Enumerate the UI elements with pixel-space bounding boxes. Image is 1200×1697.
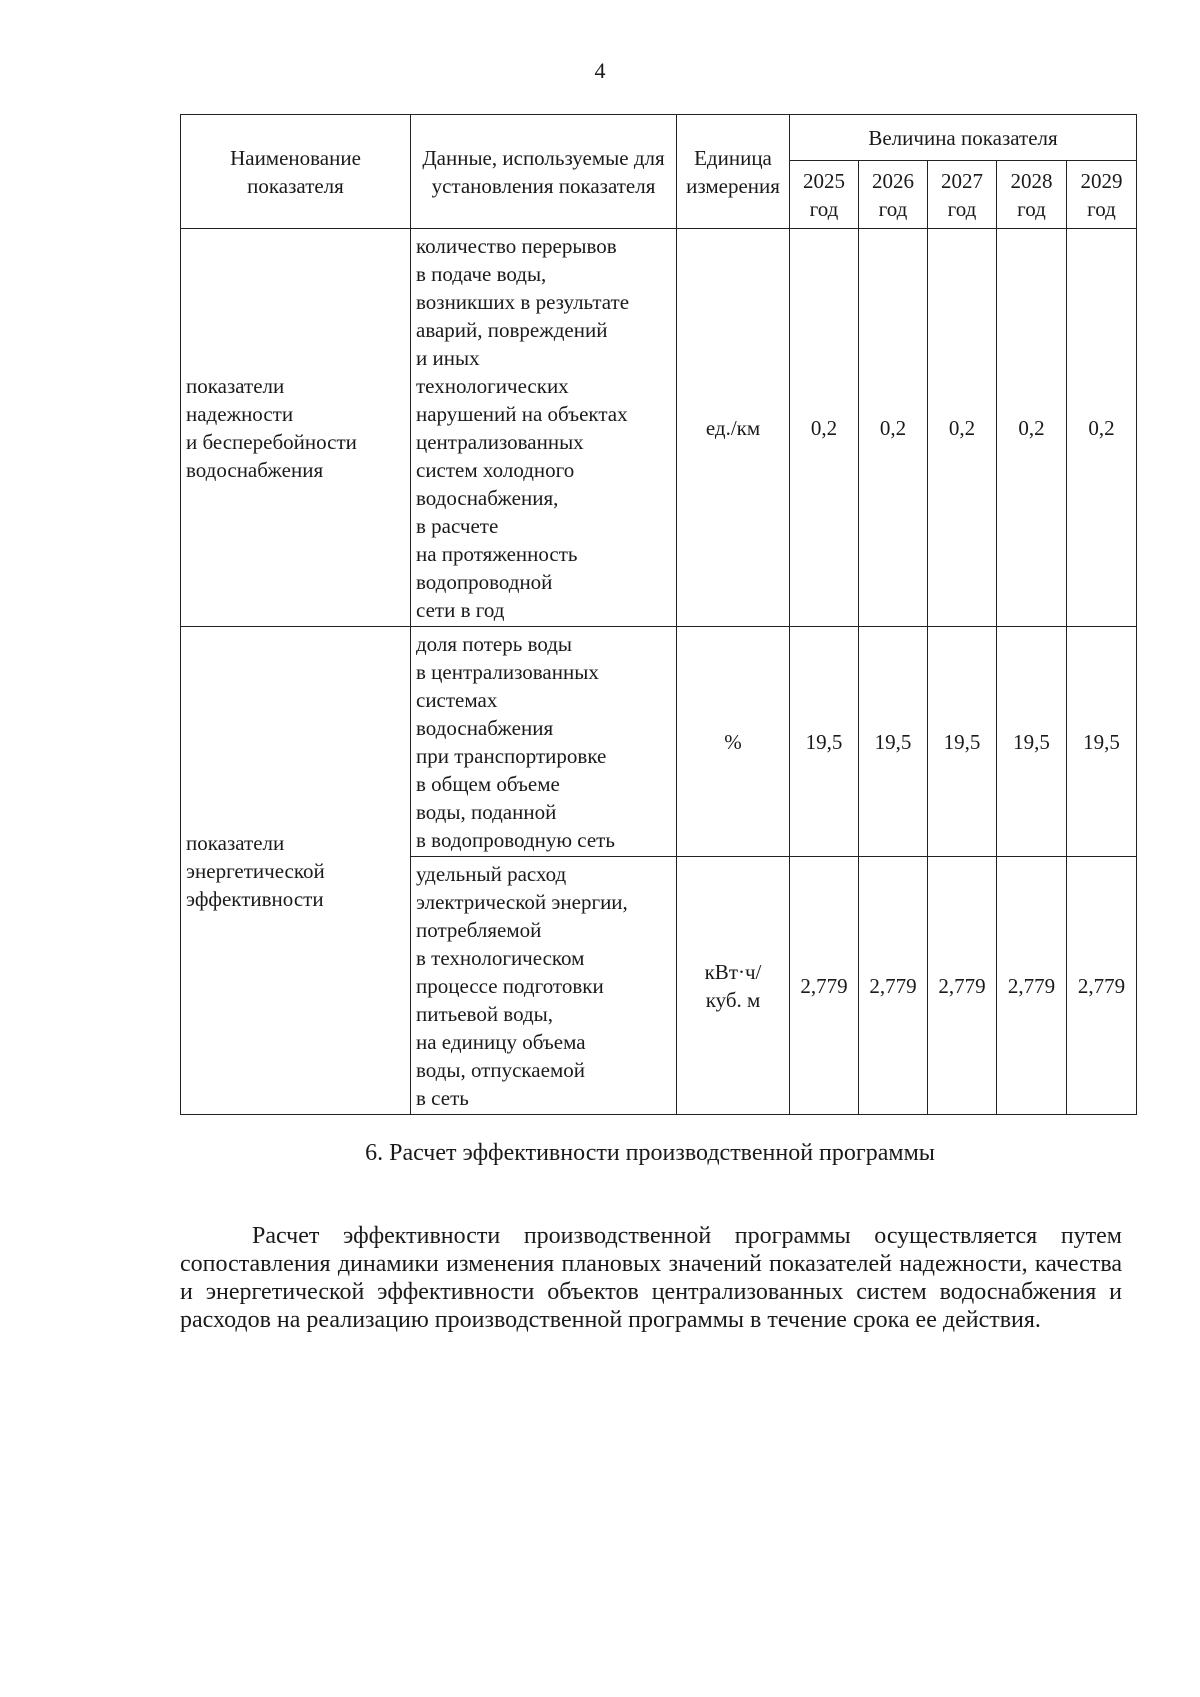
indicator-value: 19,5 bbox=[997, 627, 1067, 857]
section-paragraph: Расчет эффективности производственной программы осуществляется путем сопоставления динамики изменения плановых значений показателей надежности, качества и энергетической эффективности объектов централизованных систем водоснабжения и расходов на реализацию производственной программы в течение срока ее действия. bbox=[180, 1223, 1122, 1333]
header-year: 2027 год bbox=[928, 161, 997, 229]
indicator-unit: ед./км bbox=[677, 229, 790, 627]
header-data-used: Данные, используемые для установления показателя bbox=[411, 115, 677, 229]
indicator-value: 19,5 bbox=[790, 627, 859, 857]
indicators-table bbox=[180, 114, 1137, 1115]
indicator-value: 0,2 bbox=[790, 229, 859, 627]
indicator-value: 19,5 bbox=[1067, 627, 1137, 857]
indicator-value: 0,2 bbox=[859, 229, 928, 627]
header-year: 2029 год bbox=[1067, 161, 1137, 229]
indicator-description: доля потерь воды в централизованных системах водоснабжения при транспортировке в общем объеме воды, поданной в водопроводную сеть bbox=[411, 627, 677, 857]
table-row bbox=[181, 627, 1137, 857]
page-number: 4 bbox=[594, 58, 606, 83]
indicator-value: 2,779 bbox=[859, 857, 928, 1115]
header-year: 2028 год bbox=[997, 161, 1067, 229]
indicator-description: количество перерывов в подаче воды, возникших в результате аварий, повреждений и иных технологических нарушений на объектах централизованных систем холодного водоснабжения, в расчете на протяженность водопроводной сети в год bbox=[411, 229, 677, 627]
indicator-group: показатели энергетической эффективности bbox=[181, 627, 411, 1115]
indicator-unit: % bbox=[677, 627, 790, 857]
header-row-1 bbox=[181, 115, 1137, 161]
indicator-value: 0,2 bbox=[1067, 229, 1137, 627]
indicator-value: 2,779 bbox=[1067, 857, 1137, 1115]
section-title: 6. Расчет эффективности производственной программы bbox=[365, 1140, 935, 1166]
indicator-unit: кВт·ч/ куб. м bbox=[677, 857, 790, 1115]
indicator-value: 19,5 bbox=[859, 627, 928, 857]
indicator-value: 2,779 bbox=[928, 857, 997, 1115]
indicator-value: 2,779 bbox=[790, 857, 859, 1115]
indicator-description: удельный расход электрической энергии, потребляемой в технологическом процессе подготовки питьевой воды, на единицу объема воды, отпускаемой в сеть bbox=[411, 857, 677, 1115]
indicator-value: 0,2 bbox=[928, 229, 997, 627]
table-row bbox=[181, 229, 1137, 627]
indicator-value: 19,5 bbox=[928, 627, 997, 857]
header-year: 2025 год bbox=[790, 161, 859, 229]
header-indicator-name: Наименование показателя bbox=[181, 115, 411, 229]
header-year: 2026 год bbox=[859, 161, 928, 229]
header-value-group: Величина показателя bbox=[790, 115, 1137, 161]
indicator-value: 0,2 bbox=[997, 229, 1067, 627]
indicator-group: показатели надежности и бесперебойности водоснабжения bbox=[181, 229, 411, 627]
indicator-value: 2,779 bbox=[997, 857, 1067, 1115]
header-unit: Единица измерения bbox=[677, 115, 790, 229]
